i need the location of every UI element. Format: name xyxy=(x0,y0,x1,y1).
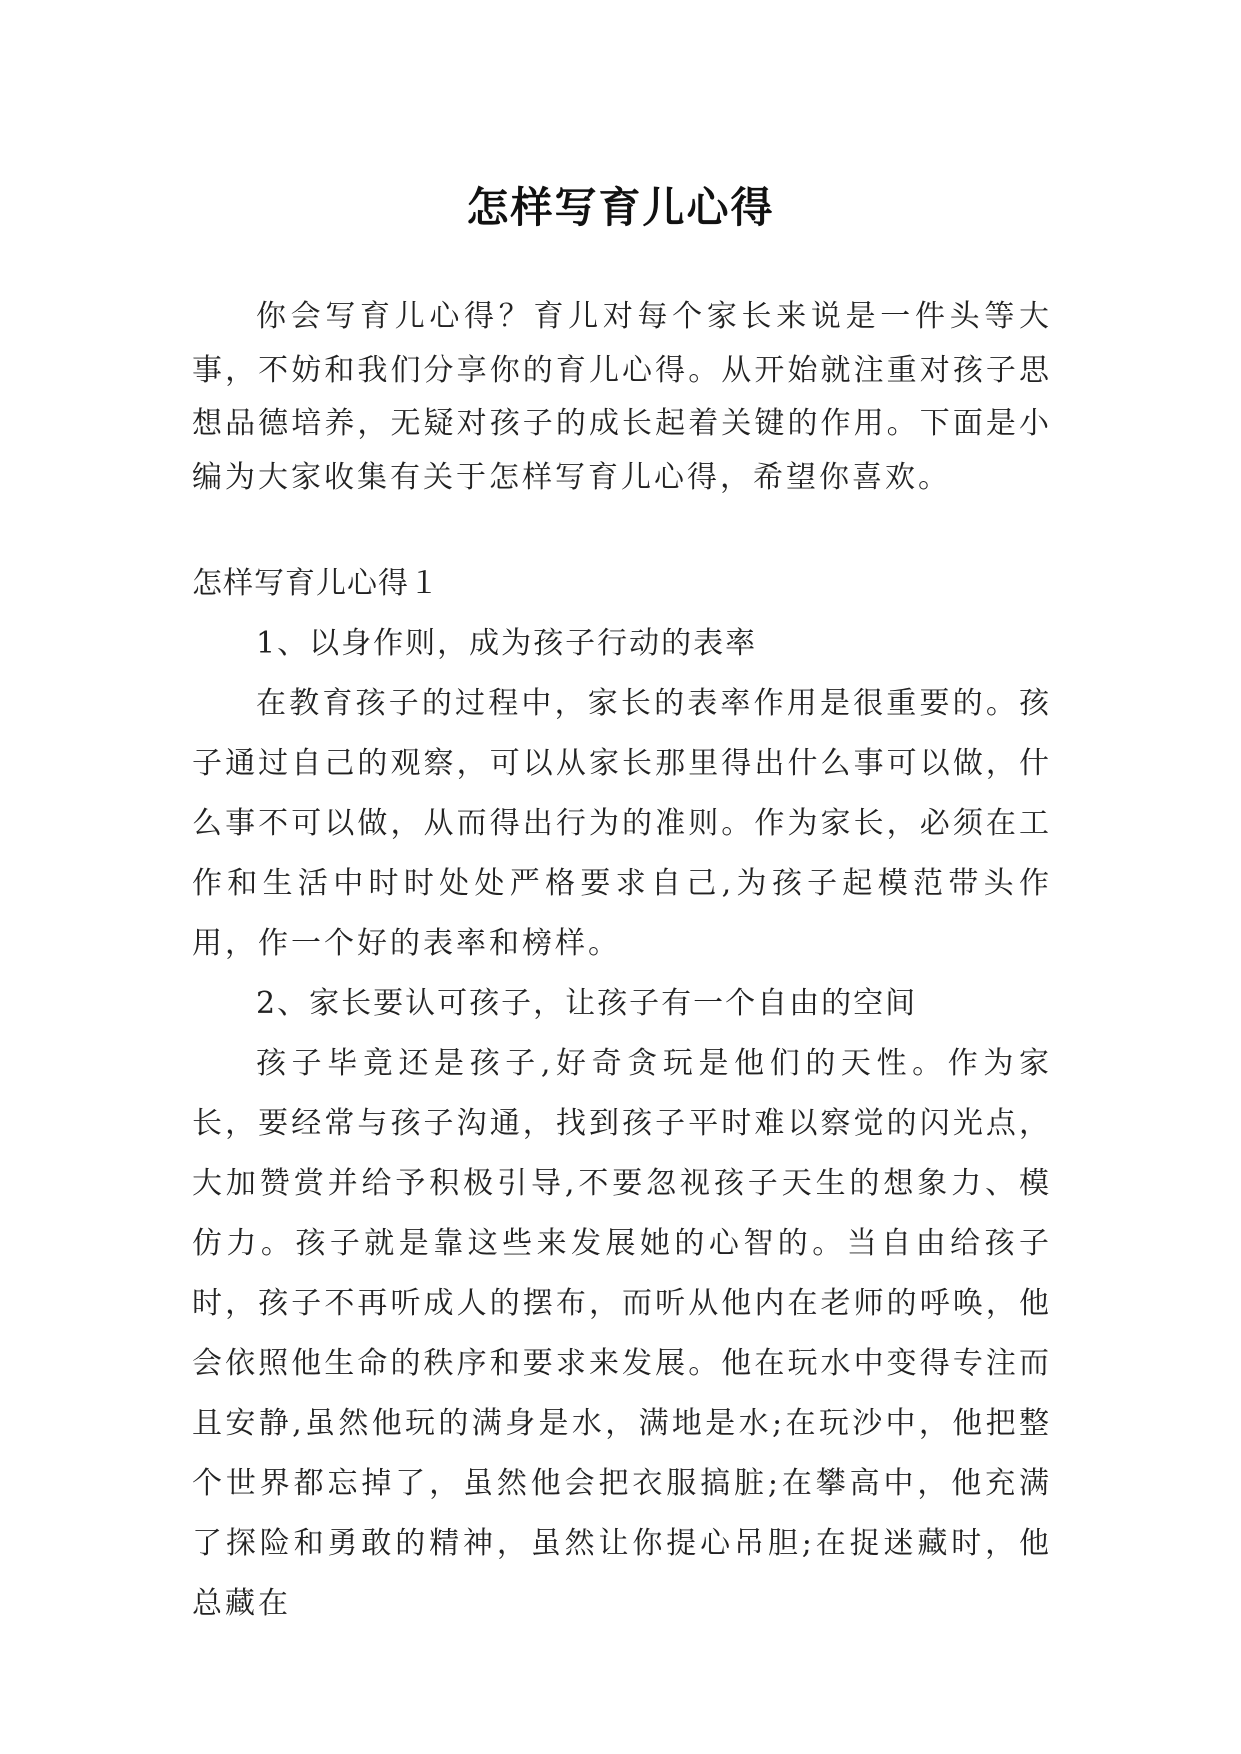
intro-paragraph: 你会写育儿心得？育儿对每个家长来说是一件头等大事，不妨和我们分享你的育儿心得。从开始就注重对孩子思想品德培养，无疑对孩子的成长起着关键的作用。下面是小编为大家收集有关于怎样写育儿心得，希望你喜欢。 xyxy=(192,299,1052,495)
point-heading: 1、以身作则，成为孩子行动的表率 xyxy=(256,626,758,661)
point-heading: 2、家长要认可孩子，让孩子有一个自由的空间 xyxy=(256,986,918,1021)
point-body: 孩子毕竟还是孩子,好奇贪玩是他们的天性。作为家长，要经常与孩子沟通，找到孩子平时难以察觉的闪光点，大加赞赏并给予积极引导,不要忽视孩子天生的想象力、模仿力。孩子就是靠这些来发展她的心智的。当自由给孩子时，孩子不再听成人的摆布，而听从他内在老师的呼唤，他会依照他生命的秩序和要求来发展。他在玩水中变得专注而且安静,虽然他玩的满身是水，满地是水;在玩沙中，他把整个世界都忘掉了，虽然他会把衣服搞脏;在攀高中，他充满了探险和勇敢的精神，虽然让你提心吊胆;在捉迷藏时，他总藏在 xyxy=(192,1046,1052,1621)
document-title: 怎样写育儿心得 xyxy=(466,183,775,233)
document-body xyxy=(192,290,1052,1634)
point-body: 在教育孩子的过程中，家长的表率作用是很重要的。孩子通过自己的观察，可以从家长那里得出什么事可以做，什么事不可以做，从而得出行为的准则。作为家长，必须在工作和生活中时时处处严格要求自己,为孩子起模范带头作用，作一个好的表率和榜样。 xyxy=(192,686,1052,961)
section-heading: 怎样写育儿心得１ xyxy=(192,566,440,601)
